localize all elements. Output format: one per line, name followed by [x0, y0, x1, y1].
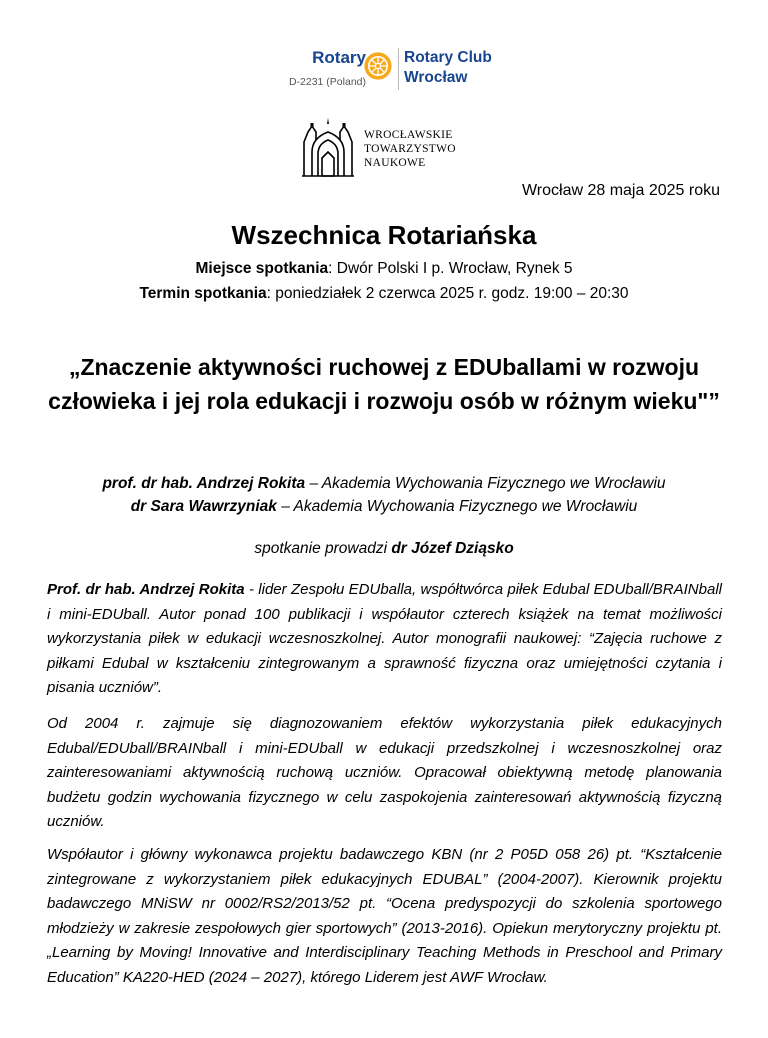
wtn-name-line3: NAUKOWE [364, 157, 426, 169]
rotary-club-logo [274, 44, 494, 110]
document-date: Wrocław 28 maja 2025 roku [521, 182, 720, 199]
host-name: dr Józef Dziąsko [391, 540, 514, 557]
bio-paragraph-1-text: - lider Zespołu EDUballa, współtwórca piłek Edubal EDUball/BRAINball i mini-EDUball. Autor ponad 100 publikacji i współautor czterech książek na temat możliwości wykorzystania piłek w edukacji wczesnoszkolnej. Autor monografii naukowej: “Zajęcia ruchowe z piłkami Edubal w kształceniu zintegrowanym a sprawność fizyczna oraz umiejętności czytania i pisania uczniów”. [47, 581, 722, 696]
rotary-wordmark: Rotary [312, 48, 366, 67]
host-prefix: spotkanie prowadzi [254, 540, 392, 557]
venue-label: Miejsce spotkania [195, 260, 329, 277]
venue-value: : Dwór Polski I p. Wrocław, Rynek 5 [328, 260, 573, 277]
talk-title: „Znaczenie aktywności ruchowej z EDUballami w rozwoju człowieka i jej rola edukacji i rozwoju osób w różnym wieku"” [48, 354, 720, 414]
wtn-name-line2: TOWARZYSTWO [364, 143, 456, 155]
rotary-club-line1: Rotary Club [404, 49, 492, 66]
wtn-name-line1: WROCŁAWSKIE [364, 129, 453, 141]
speaker-affiliation: – Akademia Wychowania Fizycznego we Wrocławiu [305, 475, 666, 492]
bio-speaker-name: Prof. dr hab. Andrzej Rokita [47, 581, 245, 598]
gothic-arch-emblem-icon [300, 118, 356, 178]
speaker-name: dr Sara Wawrzyniak [130, 498, 277, 515]
rotary-wheel-icon [362, 50, 394, 82]
rotary-divider [398, 48, 399, 90]
speaker-name: prof. dr hab. Andrzej Rokita [102, 475, 306, 492]
bio-paragraph-2: Od 2004 r. zajmuje się diagnozowaniem efektów wykorzystania piłek edukacyjnych Edubal/EDUball/BRAINball i mini-EDUball w edukacji przedszkolnej i wczesnoszkolnej oraz zainteresowaniami aktywnością ruchową uczniów. Opracował obiektywną metodę planowania budżetu godzin wychowania fizycznego w celu zaspokojenia zainteresowań aktywnością fizyczną uczniów. [47, 715, 722, 830]
rotary-wordmark-block [274, 48, 366, 88]
bio-paragraph-3: Współautor i główny wykonawca projektu badawczego KBN (nr 2 P05D 058 26) pt. “Kształcenie zintegrowane z wykorzystaniem piłek edukacyjnych EDUBAL” (2004-2007). Kierownik projektu badawczego MNiSW nr 0002/RS2/2013/52 pt. “Ocena predyspozycji do szkolenia sportowego młodzieży w zakresie zespołowych gier sportowych” (2013-2016). Opiekun merytoryczny projektu pt. „Learning by Moving! Innovative and Interdisciplinary Teaching Methods in Preschool and Primary Education” KA220-HED (2024 – 2027), którego Liderem jest AWF Wrocław. [47, 846, 722, 986]
time-line [0, 285, 768, 303]
speaker-line [0, 475, 768, 493]
time-value: : poniedziałek 2 czerwca 2025 r. godz. 19:00 – 20:30 [266, 285, 629, 302]
rotary-club-line2: Wrocław [404, 69, 468, 86]
bio-paragraph-1 [47, 578, 722, 701]
host-line [0, 540, 768, 558]
rotary-district: D-2231 (Poland) [288, 76, 366, 88]
time-label: Termin spotkania [139, 285, 267, 302]
wtn-logo [300, 118, 500, 180]
rotary-club-name [404, 48, 492, 88]
speaker-line [0, 498, 768, 516]
document-title: Wszechnica Rotariańska [231, 220, 537, 250]
speaker-affiliation: – Akademia Wychowania Fizycznego we Wrocławiu [276, 498, 638, 515]
wtn-name [364, 128, 456, 170]
venue-line [0, 260, 768, 278]
